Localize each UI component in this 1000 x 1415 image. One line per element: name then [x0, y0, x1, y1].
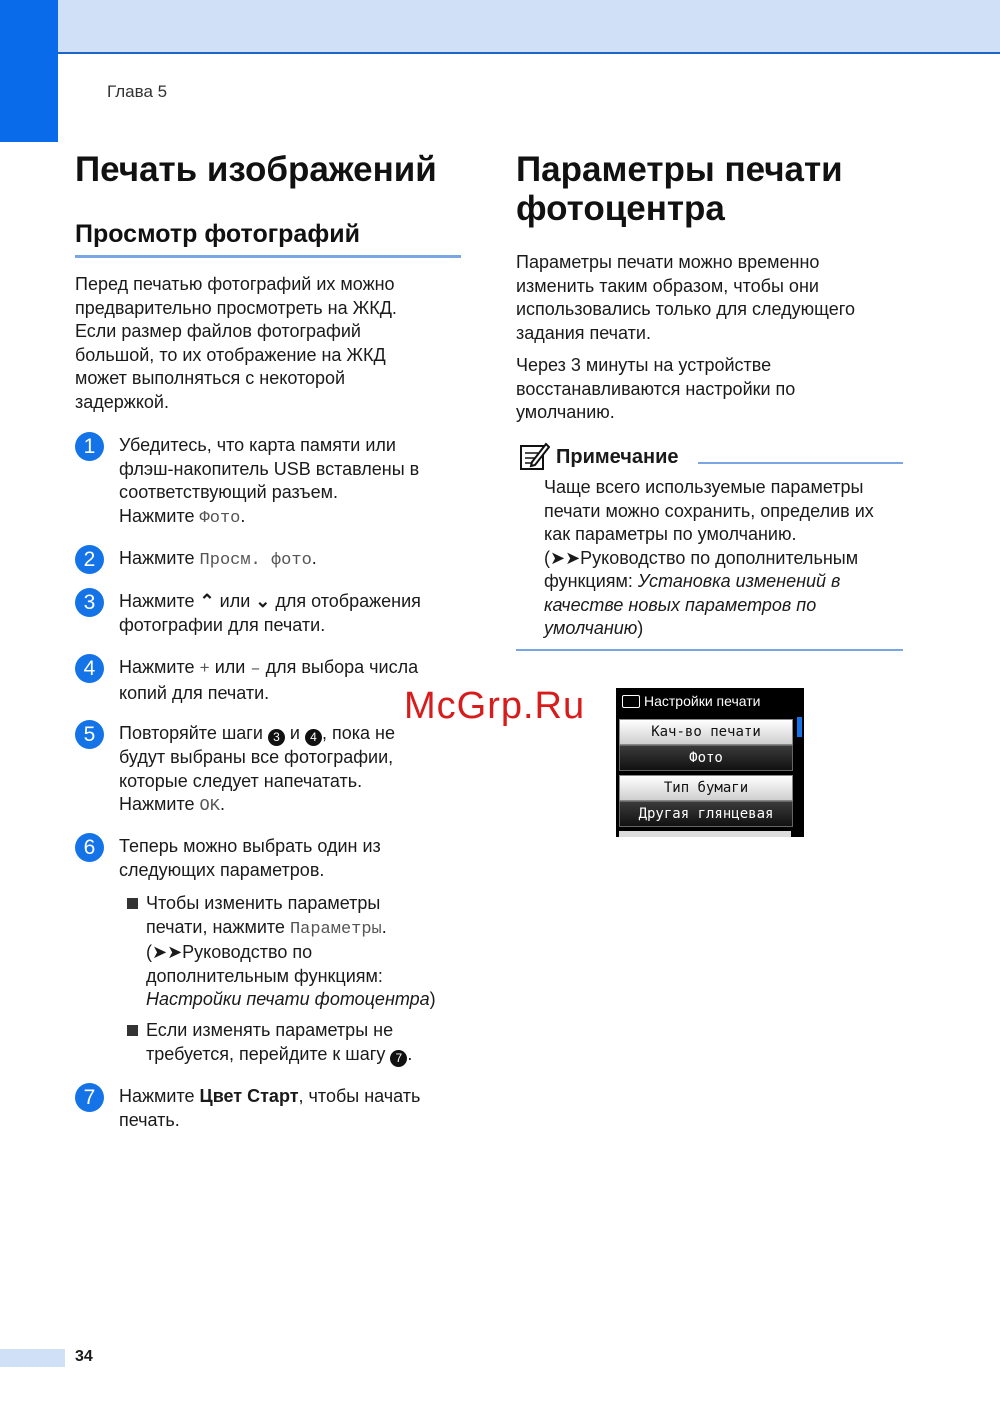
header-band: [0, 0, 1000, 52]
plus-icon: +: [199, 660, 210, 679]
lcd-screen: [616, 688, 804, 837]
button-name: Фото: [199, 508, 241, 528]
camera-icon: [622, 695, 640, 708]
page-title: Печать изображений: [75, 150, 437, 189]
page-number: 34: [75, 1348, 93, 1365]
lcd-header: Настройки печати: [616, 688, 804, 715]
right-paragraph-2: Через 3 минуты на устройстве восстанавливаются настройки по умолчанию.: [516, 355, 796, 422]
step-number: 7: [75, 1083, 104, 1112]
step-ref: 7: [390, 1050, 407, 1067]
watermark: McGrp.Ru: [404, 685, 586, 727]
paper-type-button[interactable]: Тип бумаги: [619, 775, 793, 801]
note-bottom-rule: [516, 649, 903, 651]
button-name: OK: [199, 797, 220, 816]
print-quality-value: Фото: [619, 745, 793, 771]
option-bullet-2: Если изменять параметры не требуется, перейдите к шагу 7 .: [127, 1019, 467, 1069]
down-arrow-icon: ⌄: [255, 591, 271, 611]
lcd-next-item: [619, 831, 791, 837]
note-body: Чаще всего используемые параметры печати можно сохранить, определив их как параметры по умолчанию. (➤➤Руководство по дополнительным функциям: Установка изменений в качестве новых параметров по умолчанию): [544, 477, 874, 638]
button-name: Просм. фото: [199, 551, 312, 570]
header-rule: [58, 52, 1000, 54]
chapter-label: Глава 5: [107, 82, 168, 101]
step-number: 3: [75, 588, 104, 617]
lcd-scrollbar[interactable]: [797, 717, 802, 737]
up-arrow-icon: ⌃: [199, 591, 215, 611]
button-name: Цвет Старт: [199, 1086, 299, 1106]
right-paragraph-1: Параметры печати можно временно изменить таким образом, чтобы они использовались только для следующего задания печати.: [516, 252, 855, 343]
bullet-square-icon: [127, 898, 138, 909]
note-rule: [698, 462, 903, 464]
print-quality-button[interactable]: Кач-во печати: [619, 719, 793, 745]
note-title: Примечание: [556, 446, 679, 468]
bullet-square-icon: [127, 1025, 138, 1036]
minus-icon: –: [250, 660, 261, 679]
section-title: Просмотр фотографий: [75, 220, 360, 248]
button-name: Параметры: [289, 919, 382, 939]
step-ref: 3: [268, 729, 285, 746]
note-pencil-icon: [518, 440, 550, 472]
step-number: 4: [75, 654, 104, 683]
option-bullet-1: Чтобы изменить параметры печати, нажмите Параметры. (➤➤Руководство по дополнительным функциям: Настройки печати фотоцентра): [127, 892, 467, 1012]
section-rule: [75, 255, 461, 258]
paper-type-value: Другая глянцевая: [619, 801, 793, 827]
footer-band: [0, 1349, 65, 1367]
step-number: 5: [75, 720, 104, 749]
step-ref: 4: [305, 729, 322, 746]
step-number: 2: [75, 545, 104, 574]
step-number: 1: [75, 432, 104, 461]
right-title: Параметры печати фотоцентра: [516, 150, 843, 228]
intro-paragraph: Перед печатью фотографий их можно предварительно просмотреть на ЖКД. Если размер файлов фотографий большой, то их отображение на ЖКД может выполняться с некоторой задержкой.: [75, 274, 397, 412]
step-number: 6: [75, 833, 104, 862]
chapter-tab: [0, 0, 58, 142]
